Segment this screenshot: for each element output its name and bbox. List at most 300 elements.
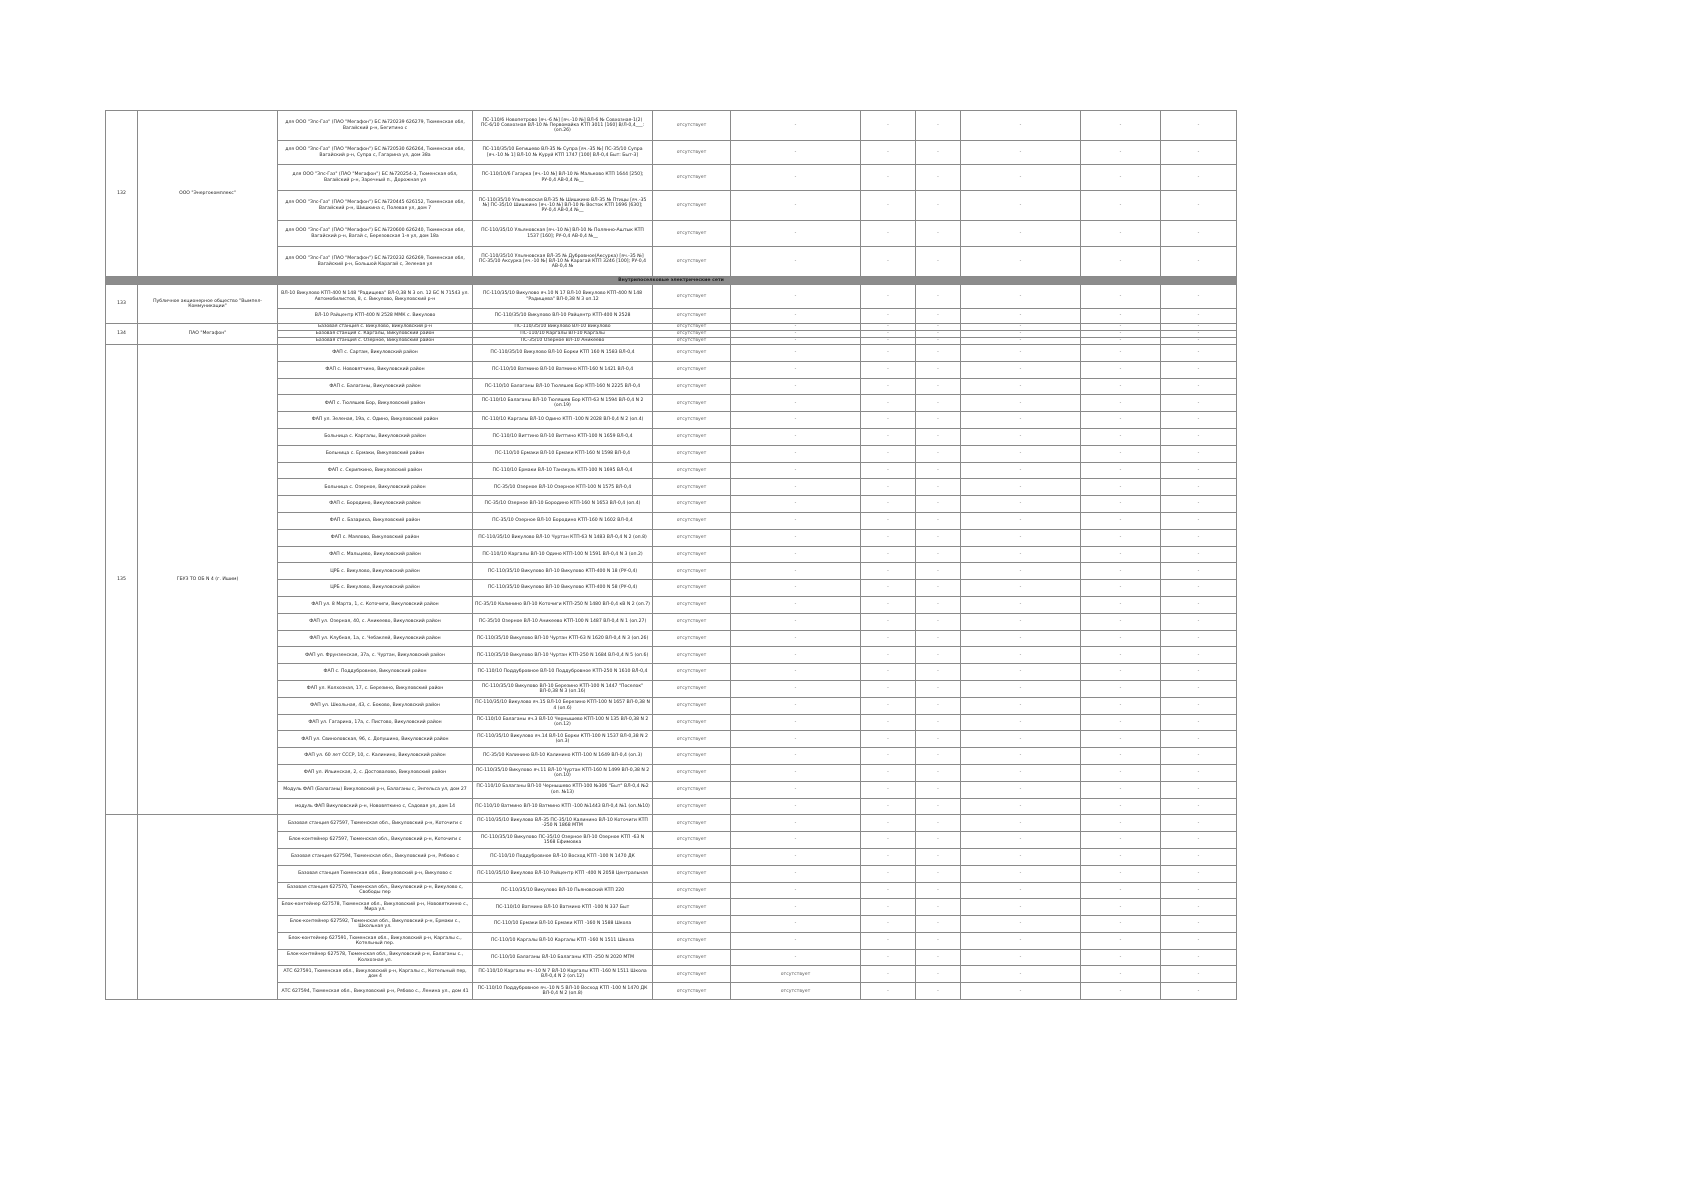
cell-d: - bbox=[961, 596, 1081, 613]
power-source: ПС-110/10 Виттино ВЛ-10 Виттино КТП-100 N 1659 ВЛ-0,4 bbox=[473, 428, 653, 445]
cell-a: - bbox=[731, 647, 861, 664]
object-description: ФАП ул. Ильинская, 2, с. Достовалово, Викуловский район bbox=[278, 764, 473, 781]
cell-st: отсутствует bbox=[653, 983, 731, 1000]
cell-e: - bbox=[1081, 697, 1161, 714]
cell-e: - bbox=[1081, 331, 1161, 338]
cell-c: - bbox=[916, 647, 961, 664]
cell-st: отсутствует bbox=[653, 764, 731, 781]
cell-st: отсутствует bbox=[653, 630, 731, 647]
cell-d: - bbox=[961, 815, 1081, 832]
cell-f: - bbox=[1161, 412, 1237, 429]
cell-b: - bbox=[861, 191, 916, 221]
cell-b: - bbox=[861, 546, 916, 563]
cell-f: - bbox=[1161, 966, 1237, 983]
cell-c: - bbox=[916, 324, 961, 331]
cell-e: - bbox=[1081, 191, 1161, 221]
cell-d: - bbox=[961, 395, 1081, 412]
cell-c: - bbox=[916, 932, 961, 949]
cell-st: отсутствует bbox=[653, 932, 731, 949]
cell-a: - bbox=[731, 395, 861, 412]
cell-d: - bbox=[961, 445, 1081, 462]
power-source: ПС-35/10 Озерное ВЛ-10 Аникеево bbox=[473, 338, 653, 345]
object-description: для ООО "Зпс-Газ" (ПАО "Мегафон") БС №720445 626152, Тюменская обл, Вагайский р-н, Шишкина с, Полевая ул, дом 7 bbox=[278, 191, 473, 221]
cell-a: - bbox=[731, 731, 861, 748]
cell-d: - bbox=[961, 848, 1081, 865]
cell-c: - bbox=[916, 285, 961, 309]
cell-st: отсутствует bbox=[653, 529, 731, 546]
object-description: Блок-контейнер 627597, Тюменская обл., Викуловский р-н, Коточиги с bbox=[278, 832, 473, 849]
cell-b: - bbox=[861, 496, 916, 513]
cell-e: - bbox=[1081, 361, 1161, 378]
cell-st: отсутствует bbox=[653, 798, 731, 815]
cell-a: - bbox=[731, 949, 861, 966]
cell-c: - bbox=[916, 361, 961, 378]
cell-d: - bbox=[961, 680, 1081, 697]
object-description: АТС 627594, Тюменская обл., Викуловский р-н, Рябово с., Ленина ул., дом 41 bbox=[278, 983, 473, 1000]
power-source: ПС-110/10 Ватмино ВЛ-10 Ватмино КТП -100 №1443 ВЛ-0,4 №1 (оп.№10) bbox=[473, 798, 653, 815]
cell-f: - bbox=[1161, 798, 1237, 815]
cell-c: - bbox=[916, 949, 961, 966]
cell-b: - bbox=[861, 563, 916, 580]
cell-st: отсутствует bbox=[653, 479, 731, 496]
power-source: ПС-110/35/10 Викулово ВЛ-10 Чуртан КТП-250 N 1684 ВЛ-0,4 N 5 (оп.6) bbox=[473, 647, 653, 664]
cell-d: - bbox=[961, 378, 1081, 395]
power-source: ПС-110/10 Балаганы ВЛ-10 Тюляшев Бор КТП-160 N 2225 ВЛ-0,4 bbox=[473, 378, 653, 395]
cell-e: - bbox=[1081, 865, 1161, 882]
cell-st: отсутствует bbox=[653, 361, 731, 378]
cell-st: отсутствует bbox=[653, 949, 731, 966]
cell-st: отсутствует bbox=[653, 309, 731, 324]
cell-d: - bbox=[961, 865, 1081, 882]
section-title: Внутрипоселковые электрические сети bbox=[106, 277, 1237, 285]
cell-c: - bbox=[916, 412, 961, 429]
table-row bbox=[106, 815, 1237, 832]
object-description: АТС 627591, Тюменская обл., Викуловский р-н, Каргалы с., Котельный пер, дом 4 bbox=[278, 966, 473, 983]
cell-d: - bbox=[961, 338, 1081, 345]
object-description: Больница с. Каргалы, Викуловский район bbox=[278, 428, 473, 445]
section-header-row bbox=[106, 277, 1237, 285]
cell-st: отсутствует bbox=[653, 191, 731, 221]
cell-c: - bbox=[916, 680, 961, 697]
power-source: ПС-110/35/10 Викулово ВЛ-10 Викулово КТП-400 N 18 (РУ-0,4) bbox=[473, 563, 653, 580]
cell-b: - bbox=[861, 731, 916, 748]
cell-b: - bbox=[861, 247, 916, 277]
cell-c: - bbox=[916, 563, 961, 580]
cell-b: - bbox=[861, 748, 916, 765]
cell-c: - bbox=[916, 496, 961, 513]
cell-d: - bbox=[961, 479, 1081, 496]
cell-b: - bbox=[861, 428, 916, 445]
cell-e: - bbox=[1081, 428, 1161, 445]
cell-f: - bbox=[1161, 848, 1237, 865]
object-description: ФАП ул. Колхозная, 17, с. Березино, Викуловский район bbox=[278, 680, 473, 697]
cell-st: отсутствует bbox=[653, 781, 731, 798]
cell-c: - bbox=[916, 798, 961, 815]
power-source: ПС-35/10 Озерное ВЛ-10 Бородино КТП-160 N 1602 ВЛ-0,4 bbox=[473, 512, 653, 529]
cell-f: - bbox=[1161, 714, 1237, 731]
cell-e: - bbox=[1081, 731, 1161, 748]
cell-a: - bbox=[731, 338, 861, 345]
cell-d: - bbox=[961, 748, 1081, 765]
object-description: ФАП ул. Фрунзенская, 37а, с. Чуртан, Викуловский район bbox=[278, 647, 473, 664]
cell-b: - bbox=[861, 630, 916, 647]
cell-b: - bbox=[861, 345, 916, 362]
cell-st: отсутствует bbox=[653, 916, 731, 933]
power-source: ПС-110/10 Каргалы ВЛ-10 Каргалы bbox=[473, 331, 653, 338]
organization-name: Публичное акционерное общество "Вымпел-Коммуникации" bbox=[138, 285, 278, 324]
cell-st: отсутствует bbox=[653, 428, 731, 445]
cell-c: - bbox=[916, 815, 961, 832]
cell-c: - bbox=[916, 512, 961, 529]
organization-name: ООО "Энергокомплекс" bbox=[138, 111, 278, 277]
cell-b: - bbox=[861, 865, 916, 882]
cell-d: - bbox=[961, 580, 1081, 597]
cell-a: - bbox=[731, 331, 861, 338]
cell-c: - bbox=[916, 983, 961, 1000]
cell-st: отсутствует bbox=[653, 412, 731, 429]
cell-e: - bbox=[1081, 378, 1161, 395]
cell-d: - bbox=[961, 324, 1081, 331]
cell-e: - bbox=[1081, 966, 1161, 983]
cell-a: - bbox=[731, 714, 861, 731]
cell-c: - bbox=[916, 191, 961, 221]
power-source: ПС-110/10 Балаганы яч.3 ВЛ-10 Чернышево КТП-100 N 135 ВЛ-0,38 N 2 (оп.12) bbox=[473, 714, 653, 731]
cell-c: - bbox=[916, 848, 961, 865]
cell-d: - bbox=[961, 613, 1081, 630]
cell-a: - bbox=[731, 378, 861, 395]
cell-d: - bbox=[961, 983, 1081, 1000]
object-description: ФАП с. Поддубровное, Викуловский район bbox=[278, 664, 473, 681]
table-row bbox=[106, 345, 1237, 362]
cell-st: отсутствует bbox=[653, 832, 731, 849]
cell-d: - bbox=[961, 916, 1081, 933]
cell-f: - bbox=[1161, 815, 1237, 832]
cell-a: - bbox=[731, 309, 861, 324]
cell-c: - bbox=[916, 781, 961, 798]
power-source: ПС-110/35/10 Викулово ВЛ-10 Чуртан КТП-63 N 1483 ВЛ-0,4 N 2 (оп.8) bbox=[473, 529, 653, 546]
cell-d: - bbox=[961, 529, 1081, 546]
cell-f: - bbox=[1161, 165, 1237, 191]
object-description: Модуль ФАП (Балаганы) Викуловский р-н, Балаганы с, Энгельса ул, дом 27 bbox=[278, 781, 473, 798]
cell-d: - bbox=[961, 731, 1081, 748]
cell-a: - bbox=[731, 165, 861, 191]
power-source: ПС-110/35/10 Викулово ВЛ-10 Пьяновский КТП 220 bbox=[473, 882, 653, 899]
cell-b: - bbox=[861, 596, 916, 613]
cell-e: - bbox=[1081, 680, 1161, 697]
power-source: ПС-110/35/10 Ульяновская ВЛ-35 № Дубровное(Аксурка) [яч.-35 №] ПС-35/10 Аксурка [яч.-10 №] ВЛ-10 № Карагай КТП 3246 [100]; РУ-0,4 АВ-0,4 № bbox=[473, 247, 653, 277]
cell-c: - bbox=[916, 966, 961, 983]
cell-c: - bbox=[916, 731, 961, 748]
cell-b: - bbox=[861, 798, 916, 815]
cell-e: - bbox=[1081, 882, 1161, 899]
cell-st: отсутствует bbox=[653, 647, 731, 664]
cell-e: - bbox=[1081, 815, 1161, 832]
cell-f: - bbox=[1161, 285, 1237, 309]
cell-f: - bbox=[1161, 141, 1237, 165]
row-number: 134 bbox=[106, 324, 138, 345]
cell-st: отсутствует bbox=[653, 865, 731, 882]
cell-a: - bbox=[731, 882, 861, 899]
cell-a: - bbox=[731, 285, 861, 309]
cell-a: - bbox=[731, 445, 861, 462]
cell-c: - bbox=[916, 748, 961, 765]
cell-c: - bbox=[916, 529, 961, 546]
cell-e: - bbox=[1081, 848, 1161, 865]
cell-a: - bbox=[731, 798, 861, 815]
cell-e: - bbox=[1081, 781, 1161, 798]
power-source: ПС-110/35/10 Викулово ПС-35/10 Озерное ВЛ-10 Озерное КТП -63 N 1568 Ефимовка bbox=[473, 832, 653, 849]
cell-c: - bbox=[916, 309, 961, 324]
cell-a: - bbox=[731, 630, 861, 647]
object-description: для ООО "Зпс-Газ" (ПАО "Мегафон") БС №720600 626240, Тюменская обл, Вагайский р-н, Вагай с, Березовская 1-я ул, дом 18а bbox=[278, 221, 473, 247]
object-description: ЦРБ с. Викулово, Викуловский район bbox=[278, 563, 473, 580]
cell-f: - bbox=[1161, 247, 1237, 277]
cell-st: отсутствует bbox=[653, 395, 731, 412]
table-row bbox=[106, 111, 1237, 141]
cell-e: - bbox=[1081, 462, 1161, 479]
cell-d: - bbox=[961, 882, 1081, 899]
object-description: модуль ФАП Викуловский р-н, Нововяткино с, Садовая ул, дом 14 bbox=[278, 798, 473, 815]
cell-d: - bbox=[961, 309, 1081, 324]
power-source: ПС-110/10 Каргалы ВЛ-10 Каргалы КТП -160 N 1511 Школа bbox=[473, 932, 653, 949]
cell-f: - bbox=[1161, 932, 1237, 949]
cell-a: - bbox=[731, 664, 861, 681]
cell-f: - bbox=[1161, 563, 1237, 580]
cell-b: - bbox=[861, 479, 916, 496]
cell-f: - bbox=[1161, 832, 1237, 849]
cell-c: - bbox=[916, 882, 961, 899]
object-description: ВЛ-10 Райцентр КТП-400 N 2528 ММК с. Викулово bbox=[278, 309, 473, 324]
object-description: ФАП с. Базариха, Викуловский район bbox=[278, 512, 473, 529]
cell-st: отсутствует bbox=[653, 496, 731, 513]
cell-b: - bbox=[861, 781, 916, 798]
power-source: ПС-110/10 Поддубровное ВЛ-10 Поддубровное КТП-250 N 1610 ВЛ-0,4 bbox=[473, 664, 653, 681]
cell-st: отсутствует bbox=[653, 966, 731, 983]
power-source: ПС-110/35/10 Ульяновская ВЛ-35 № Шишкино ВЛ-35 № Птицы [яч.-35 №] ПС-35/10 Шишкино [яч.-10 №] ВЛ-10 № Восток КТП 1696 [630]; РУ-0,4 АВ-0,4 №__ bbox=[473, 191, 653, 221]
cell-d: - bbox=[961, 111, 1081, 141]
power-source: ПС-110/10 Каргалы яч.-10 N 7 ВЛ-10 Каргалы КТП -160 N 1511 Школа ВЛ-0,4 N 2 (оп.12) bbox=[473, 966, 653, 983]
cell-c: - bbox=[916, 462, 961, 479]
cell-c: - bbox=[916, 378, 961, 395]
cell-d: - bbox=[961, 345, 1081, 362]
cell-e: - bbox=[1081, 580, 1161, 597]
power-source: ПС-110/10 Ватмино ВЛ-10 Ватмино КТП -100 N 337 Быт bbox=[473, 899, 653, 916]
cell-st: отсутствует bbox=[653, 714, 731, 731]
cell-e: - bbox=[1081, 932, 1161, 949]
cell-a: отсутствует bbox=[731, 966, 861, 983]
cell-a: - bbox=[731, 221, 861, 247]
cell-b: - bbox=[861, 141, 916, 165]
cell-a: - bbox=[731, 899, 861, 916]
cell-b: - bbox=[861, 966, 916, 983]
object-description: ЦРБ с. Викулово, Викуловский район bbox=[278, 580, 473, 597]
cell-a: - bbox=[731, 428, 861, 445]
cell-d: - bbox=[961, 285, 1081, 309]
cell-b: - bbox=[861, 111, 916, 141]
cell-f: - bbox=[1161, 697, 1237, 714]
cell-d: - bbox=[961, 932, 1081, 949]
power-source: ПС-110/35/10 Викулово ВЛ-10 Райцентр КТП-400 N 2528 bbox=[473, 309, 653, 324]
cell-f: - bbox=[1161, 338, 1237, 345]
object-description: ФАП с. Балаганы, Викуловский район bbox=[278, 378, 473, 395]
power-source: ПС-35/10 Озерное ВЛ-10 Аникеево КТП-100 N 1487 ВЛ-0,4 N 1 (оп.27) bbox=[473, 613, 653, 630]
cell-a: - bbox=[731, 613, 861, 630]
cell-b: - bbox=[861, 378, 916, 395]
cell-e: - bbox=[1081, 647, 1161, 664]
cell-a: - bbox=[731, 580, 861, 597]
cell-d: - bbox=[961, 798, 1081, 815]
cell-b: - bbox=[861, 221, 916, 247]
cell-c: - bbox=[916, 664, 961, 681]
cell-e: - bbox=[1081, 546, 1161, 563]
organization-name: ГБУЗ ТО ОБ N 4 (г. Ишим) bbox=[138, 345, 278, 815]
object-description: Блок-контейнер 627578, Тюменская обл., Викуловский р-н, Балаганы с., Колхозная ул. bbox=[278, 949, 473, 966]
cell-b: - bbox=[861, 285, 916, 309]
cell-f: - bbox=[1161, 949, 1237, 966]
cell-d: - bbox=[961, 412, 1081, 429]
power-supply-table bbox=[105, 110, 1237, 1000]
cell-c: - bbox=[916, 445, 961, 462]
cell-st: отсутствует bbox=[653, 697, 731, 714]
cell-b: - bbox=[861, 309, 916, 324]
cell-f: - bbox=[1161, 361, 1237, 378]
cell-b: - bbox=[861, 445, 916, 462]
cell-a: - bbox=[731, 764, 861, 781]
cell-f: - bbox=[1161, 748, 1237, 765]
cell-b: - bbox=[861, 324, 916, 331]
cell-st: отсутствует bbox=[653, 613, 731, 630]
cell-st: отсутствует bbox=[653, 899, 731, 916]
power-source: ПС-35/10 Калинино ВЛ-10 Коточиги КТП-250 N 1480 ВЛ-0,4 кВ N 2 (оп.7) bbox=[473, 596, 653, 613]
cell-a: - bbox=[731, 141, 861, 165]
cell-f: - bbox=[1161, 596, 1237, 613]
cell-f: - bbox=[1161, 378, 1237, 395]
cell-a: - bbox=[731, 361, 861, 378]
cell-f: - bbox=[1161, 331, 1237, 338]
cell-b: - bbox=[861, 899, 916, 916]
cell-d: - bbox=[961, 781, 1081, 798]
power-source: ПС-110/10 Каргалы ВЛ-10 Одино КТП -100 N 2028 ВЛ-0,4 N 2 (оп.4) bbox=[473, 412, 653, 429]
cell-e: - bbox=[1081, 714, 1161, 731]
cell-d: - bbox=[961, 512, 1081, 529]
cell-st: отсутствует bbox=[653, 815, 731, 832]
cell-st: отсутствует bbox=[653, 285, 731, 309]
object-description: Базовая станция Тюменская обл., Викуловский р-н, Викулово с bbox=[278, 865, 473, 882]
cell-e: - bbox=[1081, 412, 1161, 429]
power-source: ПС-110/35/10 Ульяновская [яч.-10 №] ВЛ-10 № Полянно-Аштык КТП 1537 [160]; РУ-0,4 АВ-0,4 №__ bbox=[473, 221, 653, 247]
cell-c: - bbox=[916, 865, 961, 882]
cell-st: отсутствует bbox=[653, 512, 731, 529]
cell-e: - bbox=[1081, 630, 1161, 647]
cell-a: - bbox=[731, 324, 861, 331]
cell-b: - bbox=[861, 832, 916, 849]
power-source: ПС-110/10 Каргалы ВЛ-10 Одино КТП-100 N 1591 ВЛ-0,4 N 3 (оп.2) bbox=[473, 546, 653, 563]
cell-c: - bbox=[916, 428, 961, 445]
cell-a: - bbox=[731, 781, 861, 798]
cell-st: отсутствует bbox=[653, 324, 731, 331]
power-source: ПС-110/35/10 Викулово яч.15 ВЛ-10 Березино КТП-100 N 1657 ВЛ-0,38 N 4 (оп.6) bbox=[473, 697, 653, 714]
cell-d: - bbox=[961, 331, 1081, 338]
cell-st: отсутствует bbox=[653, 748, 731, 765]
cell-d: - bbox=[961, 966, 1081, 983]
cell-c: - bbox=[916, 916, 961, 933]
object-description: ФАП с. Бородино, Викуловский район bbox=[278, 496, 473, 513]
power-source: ПС-110/35/10 Викулово ВЛ-10 Викулово КТП-400 N 58 (РУ-0,4) bbox=[473, 580, 653, 597]
cell-d: - bbox=[961, 247, 1081, 277]
cell-c: - bbox=[916, 613, 961, 630]
cell-c: - bbox=[916, 546, 961, 563]
cell-st: отсутствует bbox=[653, 141, 731, 165]
cell-st: отсутствует bbox=[653, 345, 731, 362]
cell-b: - bbox=[861, 764, 916, 781]
cell-e: - bbox=[1081, 596, 1161, 613]
object-description: ФАП с. Маялово, Викуловский район bbox=[278, 529, 473, 546]
cell-e: - bbox=[1081, 285, 1161, 309]
cell-st: отсутствует bbox=[653, 445, 731, 462]
cell-a: - bbox=[731, 748, 861, 765]
cell-e: - bbox=[1081, 664, 1161, 681]
power-source: ПС-110/10 Балаганы ВЛ-10 Чернышево КТП-100 №306 "Быт" ВЛ-0,4 №2 (оп. №13) bbox=[473, 781, 653, 798]
cell-b: - bbox=[861, 331, 916, 338]
cell-f: - bbox=[1161, 983, 1237, 1000]
power-source: ПС-110/10 Ермаки ВЛ-10 Танакуль КТП-100 N 1695 ВЛ-0,4 bbox=[473, 462, 653, 479]
cell-a: - bbox=[731, 191, 861, 221]
table-row bbox=[106, 285, 1237, 309]
cell-a: - bbox=[731, 848, 861, 865]
cell-a: - bbox=[731, 916, 861, 933]
cell-a: - bbox=[731, 596, 861, 613]
cell-f: - bbox=[1161, 731, 1237, 748]
cell-st: отсутствует bbox=[653, 563, 731, 580]
cell-c: - bbox=[916, 697, 961, 714]
cell-f: - bbox=[1161, 445, 1237, 462]
cell-d: - bbox=[961, 764, 1081, 781]
cell-e: - bbox=[1081, 141, 1161, 165]
cell-b: - bbox=[861, 714, 916, 731]
cell-d: - bbox=[961, 221, 1081, 247]
cell-b: - bbox=[861, 882, 916, 899]
object-description: ФАП ул. Свиноловская, 96, с. Допушино, Викуловский район bbox=[278, 731, 473, 748]
cell-e: - bbox=[1081, 899, 1161, 916]
cell-f: - bbox=[1161, 324, 1237, 331]
cell-st: отсутствует bbox=[653, 664, 731, 681]
cell-e: - bbox=[1081, 395, 1161, 412]
cell-st: отсутствует bbox=[653, 378, 731, 395]
cell-st: отсутствует bbox=[653, 596, 731, 613]
cell-a: - bbox=[731, 412, 861, 429]
object-description: ФАП ул. Озерная, 40, с. Аникеево, Викуловский район bbox=[278, 613, 473, 630]
cell-b: - bbox=[861, 512, 916, 529]
object-description: ФАП ул. Школьная, 43, с. Боково, Викуловский район bbox=[278, 697, 473, 714]
power-source: ПС-110/10 Поддубровное яч.-10 N 5 ВЛ-10 Восход КТП -100 N 1470 ДК ВЛ-0,4 N 2 (оп.8) bbox=[473, 983, 653, 1000]
object-description: Больница с. Ермаки, Викуловский район bbox=[278, 445, 473, 462]
cell-c: - bbox=[916, 764, 961, 781]
power-source: ПС-35/10 Озерное ВЛ-10 Озерное КТП-100 N 1575 ВЛ-0,4 bbox=[473, 479, 653, 496]
cell-d: - bbox=[961, 714, 1081, 731]
cell-c: - bbox=[916, 395, 961, 412]
power-source: ПС-110/10 Поддубровное ВЛ-10 Восход КТП -100 N 1470 ДК bbox=[473, 848, 653, 865]
cell-a: - bbox=[731, 512, 861, 529]
object-description: ФАП с. Мальцево, Викуловский район bbox=[278, 546, 473, 563]
cell-st: отсутствует bbox=[653, 338, 731, 345]
cell-a: - bbox=[731, 832, 861, 849]
cell-b: - bbox=[861, 361, 916, 378]
cell-e: - bbox=[1081, 479, 1161, 496]
cell-b: - bbox=[861, 395, 916, 412]
cell-c: - bbox=[916, 832, 961, 849]
cell-e: - bbox=[1081, 512, 1161, 529]
power-source: ПС-110/35/10 Викулово яч.11 ВЛ-10 Чуртан КТП-160 N 1499 ВЛ-0,38 N 2 (оп.10) bbox=[473, 764, 653, 781]
